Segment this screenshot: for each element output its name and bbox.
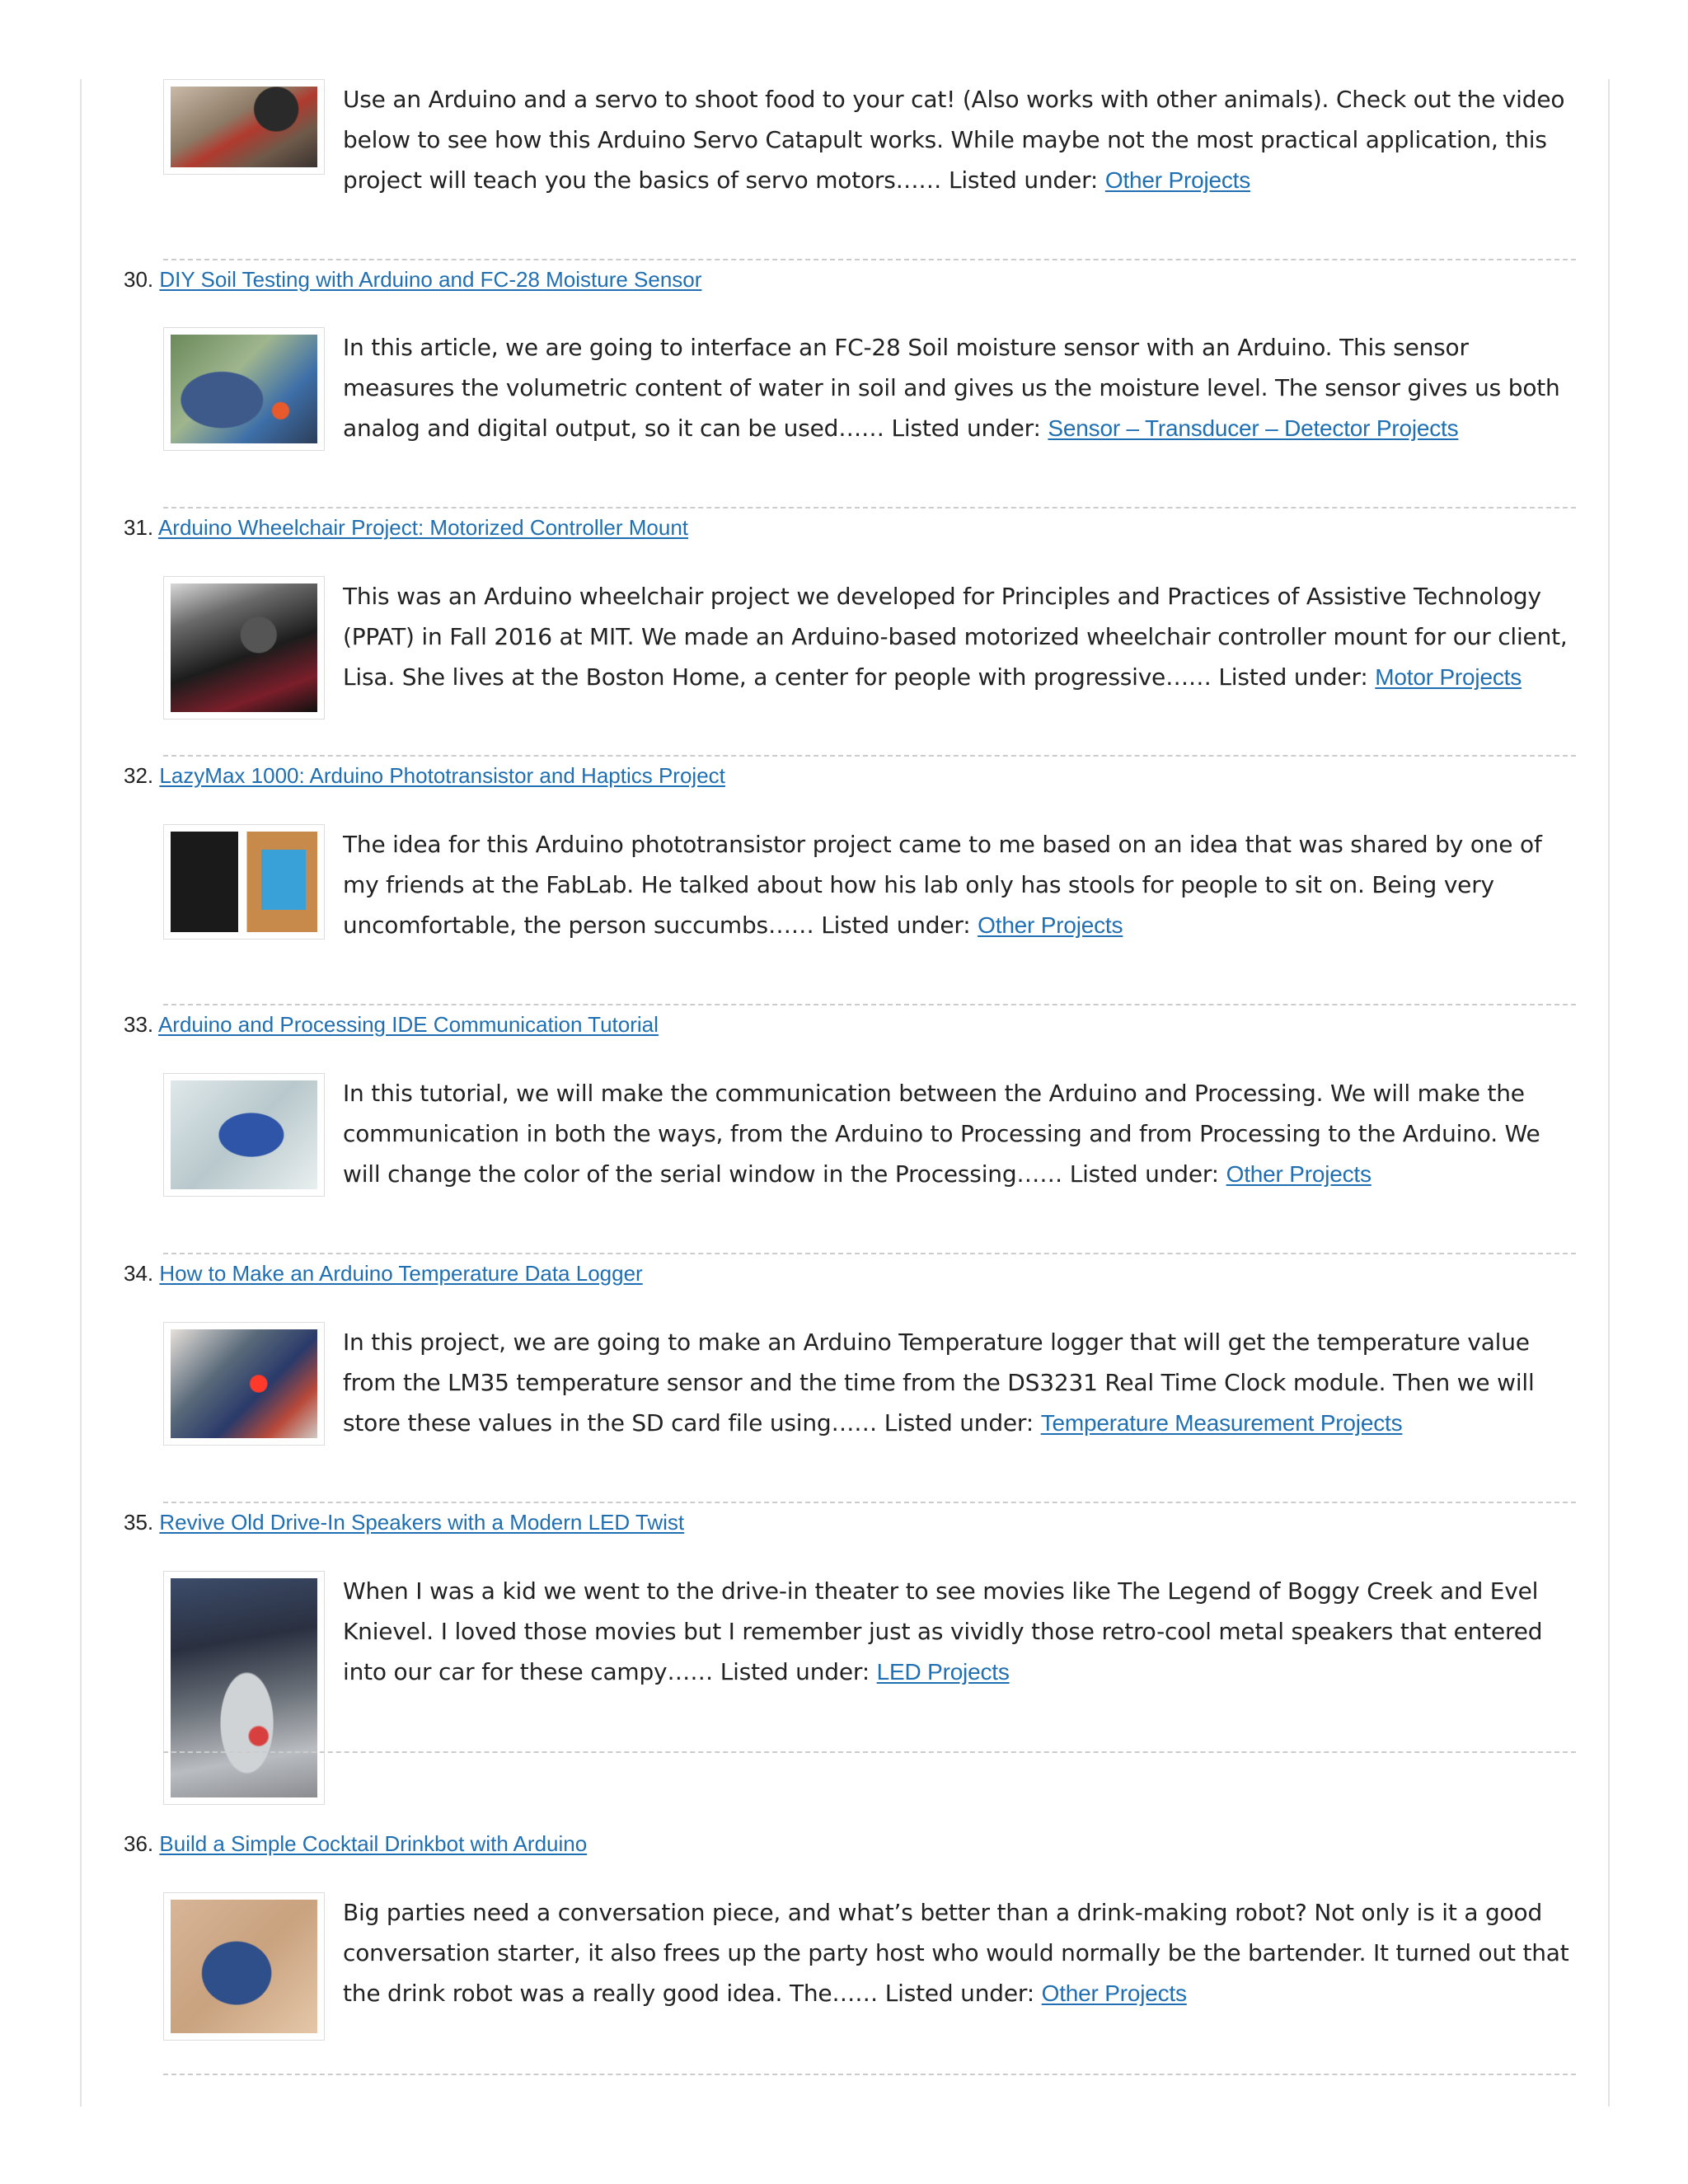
project-description bbox=[343, 576, 1579, 697]
project-thumbnail[interactable] bbox=[163, 824, 325, 940]
processing-photo-icon bbox=[171, 1080, 317, 1189]
wheelchair-photo-icon bbox=[171, 583, 317, 712]
project-thumbnail[interactable] bbox=[163, 576, 325, 719]
drinkbot-photo-icon bbox=[171, 1900, 317, 2033]
entry-number: 32. bbox=[124, 763, 154, 788]
listed-under-label: Listed under: bbox=[821, 912, 971, 939]
entry-title-link[interactable]: How to Make an Arduino Temperature Data Logger bbox=[159, 1261, 643, 1286]
description-text: The idea for this Arduino phototransistor project came to me based on an idea that was shared by one of my friends at the FabLab. He talked about how his lab only has stools for people to sit on. Being very uncomfortable, the person succumbs…… bbox=[343, 831, 1542, 939]
entry-divider bbox=[163, 1751, 1576, 1753]
category-link[interactable]: Other Projects bbox=[1041, 1980, 1187, 2006]
entry-divider bbox=[163, 1502, 1576, 1503]
project-thumbnail[interactable] bbox=[163, 1322, 325, 1446]
category-link[interactable]: Temperature Measurement Projects bbox=[1040, 1410, 1403, 1436]
listed-under-label: Listed under: bbox=[891, 415, 1041, 442]
project-description bbox=[343, 1571, 1579, 1692]
entry-number: 35. bbox=[124, 1510, 154, 1535]
project-description bbox=[343, 1073, 1579, 1194]
entry-number: 33. bbox=[124, 1012, 154, 1037]
description-text: Big parties need a conversation piece, and what’s better than a drink-making robot? Not only is it a good conversation starter, it also frees up the party host who would normally be the bartender. It turned out that the drink robot was a really good idea. The…… bbox=[343, 1899, 1569, 2007]
entry-title-link[interactable]: Revive Old Drive-In Speakers with a Modern LED Twist bbox=[159, 1510, 685, 1535]
description-text: In this project, we are going to make an Arduino Temperature logger that will get the temperature value from the LM35 temperature sensor and the time from the DS3231 Real Time Clock module. Then we will store these values in the SD card file using…… bbox=[343, 1329, 1535, 1436]
listed-under-label: Listed under: bbox=[1218, 663, 1368, 691]
category-link[interactable]: LED Projects bbox=[876, 1659, 1010, 1685]
entry-number: 30. bbox=[124, 267, 154, 292]
entry-divider bbox=[163, 755, 1576, 757]
project-thumbnail[interactable] bbox=[163, 1073, 325, 1197]
project-description bbox=[343, 1892, 1579, 2013]
project-description bbox=[343, 824, 1579, 945]
listed-under-label: Listed under: bbox=[720, 1658, 870, 1685]
category-link[interactable]: Motor Projects bbox=[1375, 664, 1522, 690]
description-text: In this article, we are going to interface an FC-28 Soil moisture sensor with an Arduino. This sensor measures the volumetric content of water in soil and gives us the moisture level. The sensor gives us both analog and digital output, so it can be used…… bbox=[343, 334, 1560, 442]
listed-under-label: Listed under: bbox=[884, 1409, 1034, 1436]
category-link[interactable]: Other Projects bbox=[978, 912, 1123, 938]
entry-divider bbox=[163, 1253, 1576, 1254]
project-thumbnail[interactable] bbox=[163, 1571, 325, 1805]
project-thumbnail[interactable] bbox=[163, 327, 325, 451]
entry-divider bbox=[163, 507, 1576, 509]
project-thumbnail[interactable] bbox=[163, 79, 325, 175]
entry-heading bbox=[124, 1259, 643, 1287]
listed-under-label: Listed under: bbox=[1069, 1160, 1219, 1188]
category-link[interactable]: Sensor – Transducer – Detector Projects bbox=[1048, 415, 1459, 441]
temperature-logger-photo-icon bbox=[171, 1329, 317, 1438]
entry-heading bbox=[124, 265, 701, 293]
catapult-photo-icon bbox=[171, 87, 317, 167]
entry-number: 36. bbox=[124, 1831, 154, 1856]
entry-heading bbox=[124, 1508, 684, 1536]
entry-heading bbox=[124, 1830, 587, 1858]
entry-divider bbox=[163, 2074, 1576, 2075]
description-text: In this tutorial, we will make the communication between the Arduino and Processing. We will make the communication in both the ways, from the Arduino to Processing and from Processing to the Arduino. We will change the color of the serial window in the Processing…… bbox=[343, 1080, 1540, 1188]
entry-title-link[interactable]: Build a Simple Cocktail Drinkbot with Arduino bbox=[159, 1831, 588, 1856]
speaker-photo-icon bbox=[171, 1578, 317, 1797]
project-description bbox=[343, 327, 1579, 448]
entry-number: 31. bbox=[124, 515, 154, 540]
entry-heading bbox=[124, 1010, 659, 1038]
listed-under-label: Listed under: bbox=[884, 1980, 1034, 2007]
project-thumbnail[interactable] bbox=[163, 1892, 325, 2041]
category-link[interactable]: Other Projects bbox=[1226, 1161, 1372, 1187]
description-text: This was an Arduino wheelchair project we developed for Principles and Practices of Assistive Technology (PPAT) in Fall 2016 at MIT. We made an Arduino-based motorized wheelchair controller mount for our client, Lisa. She lives at the Boston Home, a center for people with progressive…… bbox=[343, 583, 1568, 691]
entry-title-link[interactable]: LazyMax 1000: Arduino Phototransistor and Haptics Project bbox=[159, 763, 725, 788]
entry-title-link[interactable]: Arduino Wheelchair Project: Motorized Controller Mount bbox=[157, 515, 689, 540]
entry-number: 34. bbox=[124, 1261, 154, 1286]
entry-title-link[interactable]: Arduino and Processing IDE Communication Tutorial bbox=[157, 1012, 659, 1037]
project-description bbox=[343, 79, 1579, 200]
entry-heading bbox=[124, 762, 725, 790]
entry-divider bbox=[163, 1004, 1576, 1005]
entry-title-link[interactable]: DIY Soil Testing with Arduino and FC-28 Moisture Sensor bbox=[159, 267, 702, 292]
entry-divider bbox=[163, 259, 1576, 260]
soil-sensor-photo-icon bbox=[171, 335, 317, 443]
entry-heading bbox=[124, 513, 688, 541]
lazymax-photo-icon bbox=[171, 832, 317, 932]
description-text: Use an Arduino and a servo to shoot food to your cat! (Also works with other animals). Check out the video below to see how this Arduino Servo Catapult works. While maybe not the most practical application, this project will teach you the basics of servo motors…… bbox=[343, 86, 1565, 194]
listed-under-label: Listed under: bbox=[948, 166, 1099, 194]
category-link[interactable]: Other Projects bbox=[1104, 167, 1251, 193]
project-description bbox=[343, 1322, 1579, 1443]
description-text: When I was a kid we went to the drive-in theater to see movies like The Legend of Boggy Creek and Evel Knievel. I loved those movies but I remember just as vividly those retro-cool metal speakers that entered into our car for these campy…… bbox=[343, 1577, 1543, 1685]
